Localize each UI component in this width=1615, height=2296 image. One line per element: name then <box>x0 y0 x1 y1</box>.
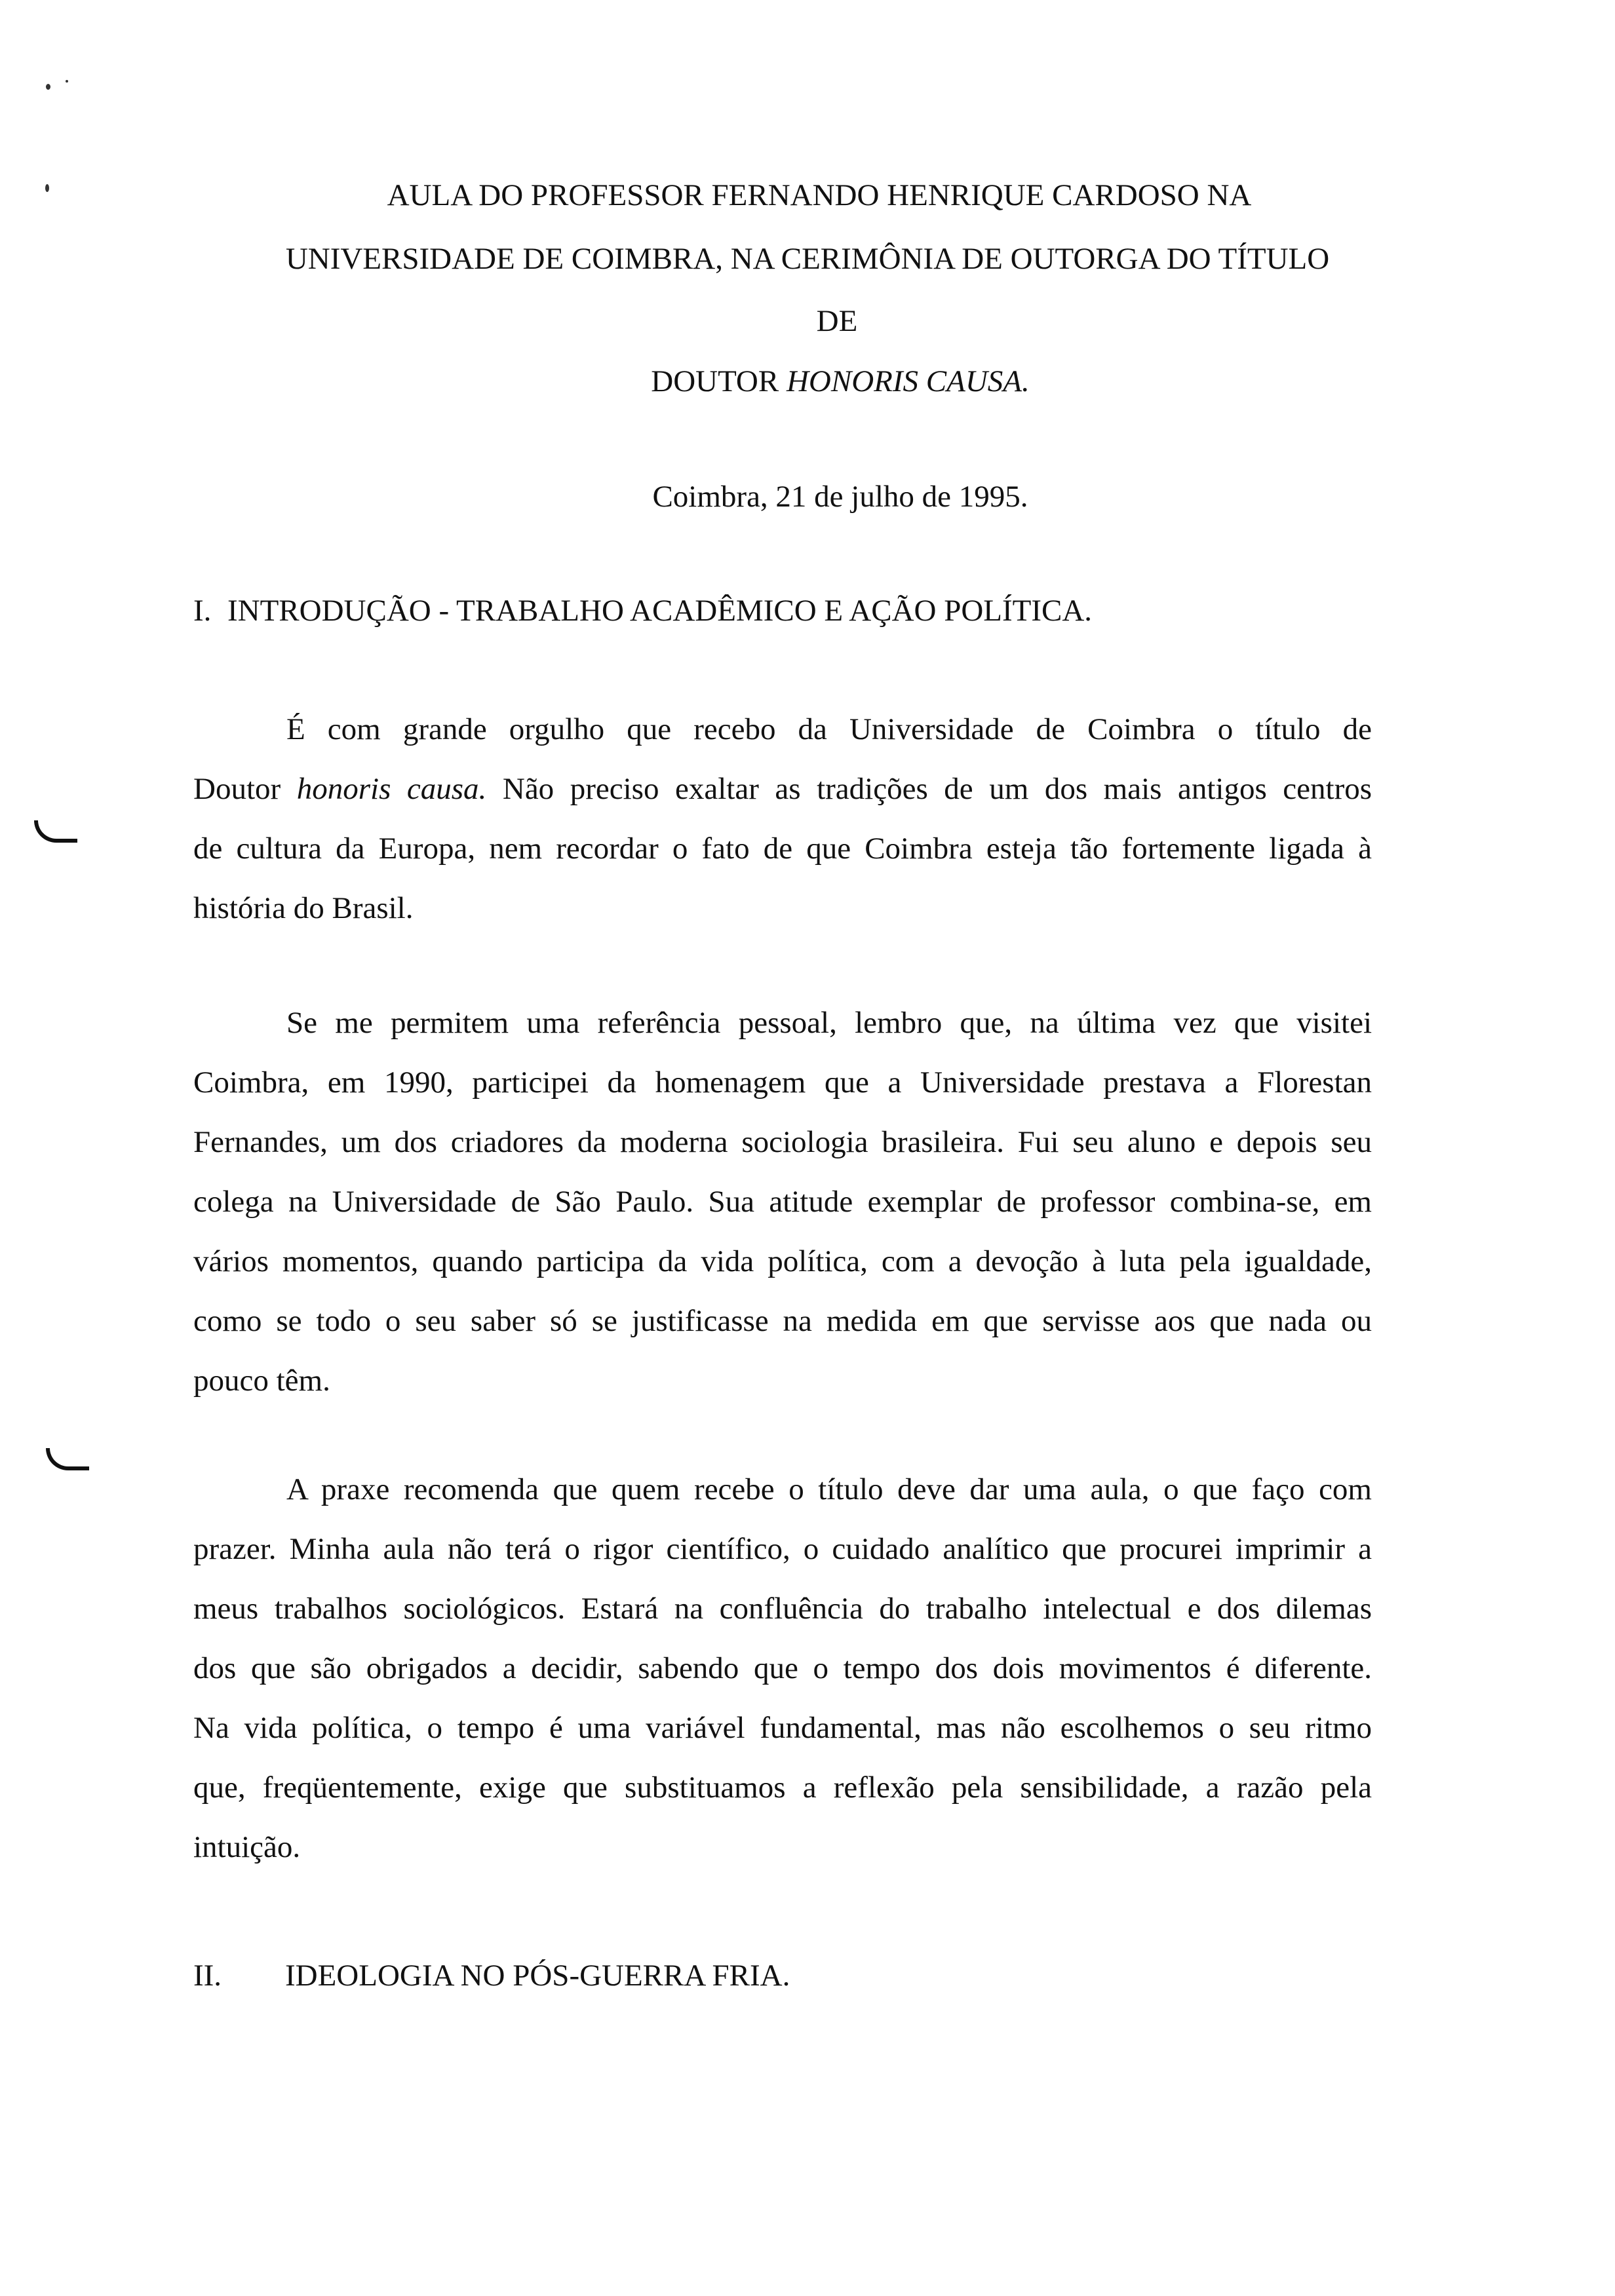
document-title-line: UNIVERSIDADE DE COIMBRA, NA CERIMÔNIA DE OUTORGA DO TÍTULO <box>285 242 1330 276</box>
text-rest: Não preciso exaltar as tradições de um dos mais antigos centros <box>502 772 1372 806</box>
paragraph-line: Fernandes, um dos criadores da moderna sociologia brasileira. Fui seu aluno e depois seu <box>193 1125 1372 1159</box>
paragraph-line: como se todo o seu saber só se justificasse na medida em que servisse aos que nada ou <box>193 1304 1372 1338</box>
title-honoris-causa: HONORIS CAUSA. <box>786 364 1030 398</box>
section-heading <box>193 591 1092 630</box>
text-doutor: Doutor <box>193 772 281 806</box>
paragraph <box>193 1003 1372 1421</box>
section-title: IDEOLOGIA NO PÓS-GUERRA FRIA. <box>285 1959 790 1993</box>
section-number: I. <box>193 594 212 628</box>
paragraph-line: Se me permitem uma referência pessoal, lembro que, na última vez que visitei <box>286 1006 1372 1040</box>
binder-hole-mark <box>34 820 77 843</box>
paragraph-line <box>193 769 1372 829</box>
scan-speck <box>66 80 68 83</box>
paragraph-line: intuição. <box>193 1830 301 1864</box>
paragraph-line: pouco têm. <box>193 1364 330 1398</box>
document-title-line: DE <box>816 304 858 338</box>
paragraph <box>193 710 1372 948</box>
paragraph-line: que, freqüentemente, exige que substituamos a reflexão pela sensibilidade, a razão pela <box>193 1770 1372 1805</box>
binder-hole-mark <box>46 1448 89 1470</box>
title-doutor: DOUTOR <box>651 364 779 398</box>
section-title: INTRODUÇÃO - TRABALHO ACADÊMICO E AÇÃO POLÍTICA. <box>227 594 1093 628</box>
paragraph-line: Coimbra, em 1990, participei da homenagem que a Universidade prestava a Florestan <box>193 1065 1372 1100</box>
paragraph-line: colega na Universidade de São Paulo. Sua atitude exemplar de professor combina-se, em <box>193 1185 1372 1219</box>
paragraph <box>193 1470 1372 1887</box>
paragraph-line: dos que são obrigados a decidir, sabendo que o tempo dos dois movimentos é diferente. <box>193 1651 1372 1685</box>
paragraph-line: Na vida política, o tempo é uma variável fundamental, mas não escolhemos o seu ritmo <box>193 1711 1372 1745</box>
scan-speck <box>46 84 50 90</box>
paragraph-line: prazer. Minha aula não terá o rigor científico, o cuidado analítico que procurei imprimir a <box>193 1532 1372 1566</box>
dateline: Coimbra, 21 de julho de 1995. <box>652 480 1028 514</box>
paragraph-line: de cultura da Europa, nem recordar o fato de que Coimbra esteja tão fortemente ligada à <box>193 832 1372 866</box>
text-honoris-causa: honoris causa. <box>296 772 487 806</box>
document-title-line: AULA DO PROFESSOR FERNANDO HENRIQUE CARDOSO NA <box>387 178 1252 212</box>
section-number: II. <box>193 1959 222 1993</box>
document-title-line <box>0 362 1615 401</box>
paragraph-line: história do Brasil. <box>193 891 414 925</box>
paragraph-line: meus trabalhos sociológicos. Estará na confluência do trabalho intelectual e dos dilemas <box>193 1592 1372 1626</box>
section-heading <box>193 1956 790 1995</box>
paragraph-line: A praxe recomenda que quem recebe o título deve dar uma aula, o que faço com <box>286 1472 1372 1506</box>
paragraph-line: vários momentos, quando participa da vida política, com a devoção à luta pela igualdade, <box>193 1244 1372 1278</box>
paragraph-line: É com grande orgulho que recebo da Universidade de Coimbra o título de <box>286 712 1372 746</box>
